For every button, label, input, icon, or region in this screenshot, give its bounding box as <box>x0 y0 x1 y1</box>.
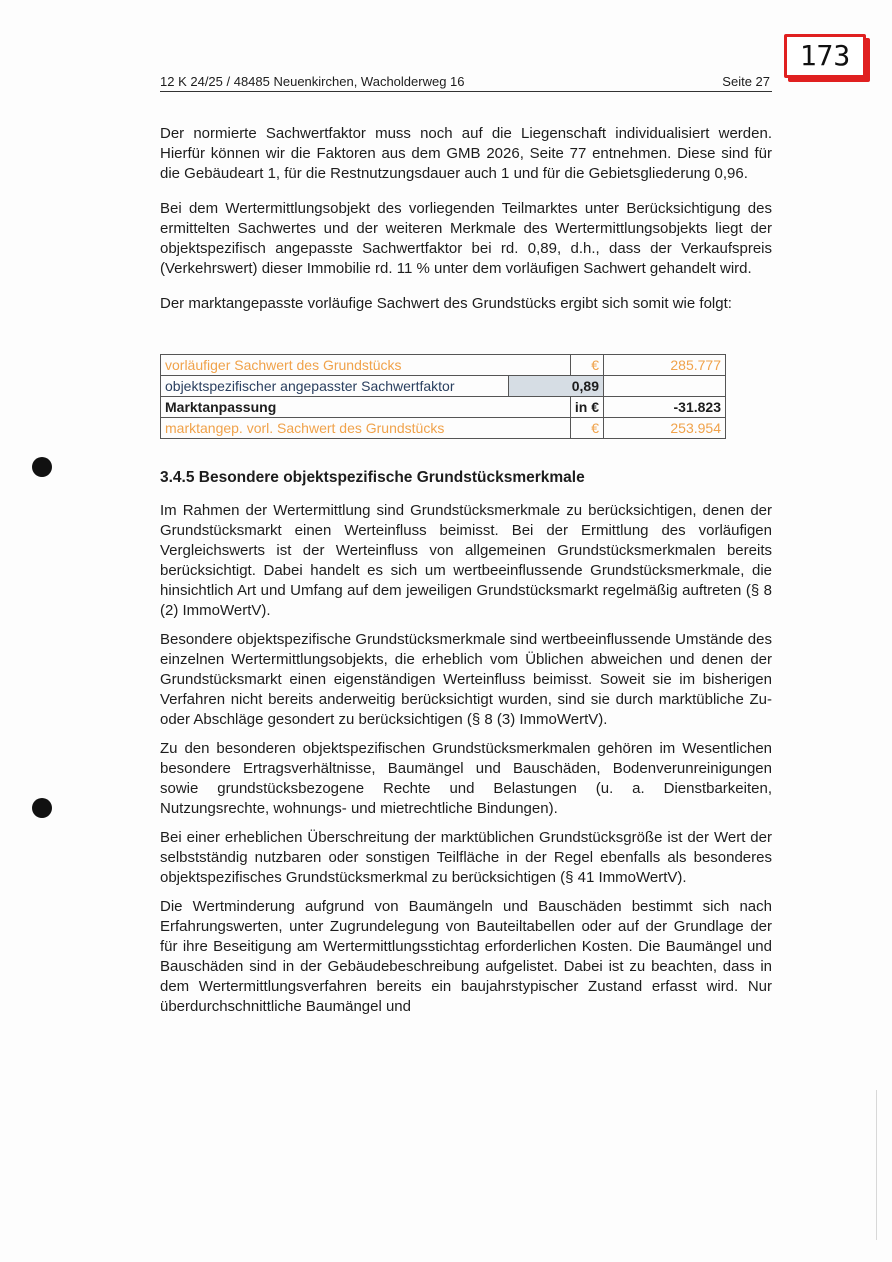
row-unit: in € <box>570 397 603 418</box>
factor-value: 0,89 <box>509 376 604 397</box>
row-label: Marktanpassung <box>161 397 571 418</box>
row-value: -31.823 <box>604 397 726 418</box>
table-row <box>161 376 726 397</box>
row-label: marktangep. vorl. Sachwert des Grundstücks <box>161 418 571 439</box>
paragraph: Der normierte Sachwertfaktor muss noch auf die Liegenschaft individualisiert werden. Hierfür können wir die Faktoren aus dem GMB 2026, Seite 77 entnehmen. Diese sind für die Gebäudeart 1, für die Restnutzungsdauer auch 1 und für die Gebietsgliederung 0,96. <box>160 125 772 182</box>
header-case-reference: 12 K 24/25 / 48485 Neuenkirchen, Wacholderweg 16 <box>160 74 465 89</box>
document-body <box>160 124 772 1026</box>
table-row <box>161 397 726 418</box>
page-number-stamp: 173 <box>784 34 866 78</box>
punch-hole <box>32 798 52 818</box>
paragraph: Bei einer erheblichen Überschreitung der marktüblichen Grundstücksgröße ist der Wert der selbstständig nutzbaren oder sonstigen Teilfläche in der Regel ebenfalls als besonderes objektspezifisches Grundstücksmerkmal zu berücksichtigen (§ 41 ImmoWertV). <box>160 829 772 886</box>
paragraph: Der marktangepasste vorläufige Sachwert des Grundstücks ergibt sich somit wie folgt: <box>160 295 732 312</box>
paragraph: Bei dem Wertermittlungsobjekt des vorliegenden Teilmarktes unter Berücksichtigung des ermittelten Sachwertes und der weiteren Merkmale des Wertermittlungsobjekts liegt der objektspezifisch angepasste Sachwertfaktor bei rd. 0,89, d.h., dass der Verkaufspreis (Verkehrswert) dieser Immobilie rd. 11 % unter dem vorläufigen Sachwert gehandelt wird. <box>160 200 772 277</box>
row-value: 253.954 <box>604 418 726 439</box>
header-page-number: Seite 27 <box>722 74 770 89</box>
punch-hole <box>32 457 52 477</box>
row-value: 285.777 <box>604 355 726 376</box>
paragraph: Die Wertminderung aufgrund von Baumängeln und Bauschäden bestimmt sich nach Erfahrungswerten, unter Zugrundelegung von Bauteiltabellen oder auf der Grundlage der für ihre Beseitigung am Wertermittlungsstichtag erforderlichen Kosten. Die Baumängel und Bauschäden sind in der Gebäudebeschreibung aufgelistet. Dabei ist zu beachten, dass in dem Wertermittlungsverfahren bereits ein baujahrstypischer Zustand erfasst wird. Nur überdurchschnittliche Baumängel und <box>160 898 772 1015</box>
row-label: vorläufiger Sachwert des Grundstücks <box>161 355 571 376</box>
page-header <box>160 74 772 92</box>
market-value-table <box>160 354 726 439</box>
table-row <box>161 418 726 439</box>
section-heading: 3.4.5 Besondere objektspezifische Grundstücksmerkmale <box>160 469 585 486</box>
row-unit: € <box>570 418 603 439</box>
paragraph: Besondere objektspezifische Grundstücksmerkmale sind wertbeeinflussende Umstände des einzelnen Wertermittlungsobjekts, die erheblich vom Üblichen abweichen und denen der Grundstücksmarkt einen eigenständigen Werteinfluss beimisst. Soweit sie im bisherigen Verfahren nicht bereits anderweitig berücksichtigt wurden, sind sie durch marktübliche Zu- oder Abschläge gesondert zu berücksichtigen (§ 8 (3) ImmoWertV). <box>160 631 772 728</box>
scan-edge-line <box>876 1090 877 1240</box>
paragraph: Zu den besonderen objektspezifischen Grundstücksmerkmalen gehören im Wesentlichen besondere Ertragsverhältnisse, Baumängel und Bauschäden, Bodenverunreinigungen sowie grundstücksbezogene Rechte und Belastungen (u. a. Dienstbarkeiten, Nutzungsrechte, wohnungs- und mietrechtliche Bindungen). <box>160 740 772 817</box>
empty-cell <box>604 376 726 397</box>
row-unit: € <box>570 355 603 376</box>
table-row <box>161 355 726 376</box>
paragraph: Im Rahmen der Wertermittlung sind Grundstücksmerkmale zu berücksichtigen, denen der Grundstücksmarkt einen Werteinfluss beimisst. Bei der Ermittlung des vorläufigen Vergleichswerts ist der Werteinfluss von allgemeinen Grundstücksmerkmalen bereits berücksichtigt. Dabei handelt es sich um wertbeeinflussende Grundstücksmerkmale, die hinsichtlich Art und Umfang auf dem jeweiligen Grundstücksmarkt regelmäßig auftreten (§ 8 (2) ImmoWertV). <box>160 502 772 619</box>
row-label: objektspezifischer angepasster Sachwertfaktor <box>161 376 509 397</box>
